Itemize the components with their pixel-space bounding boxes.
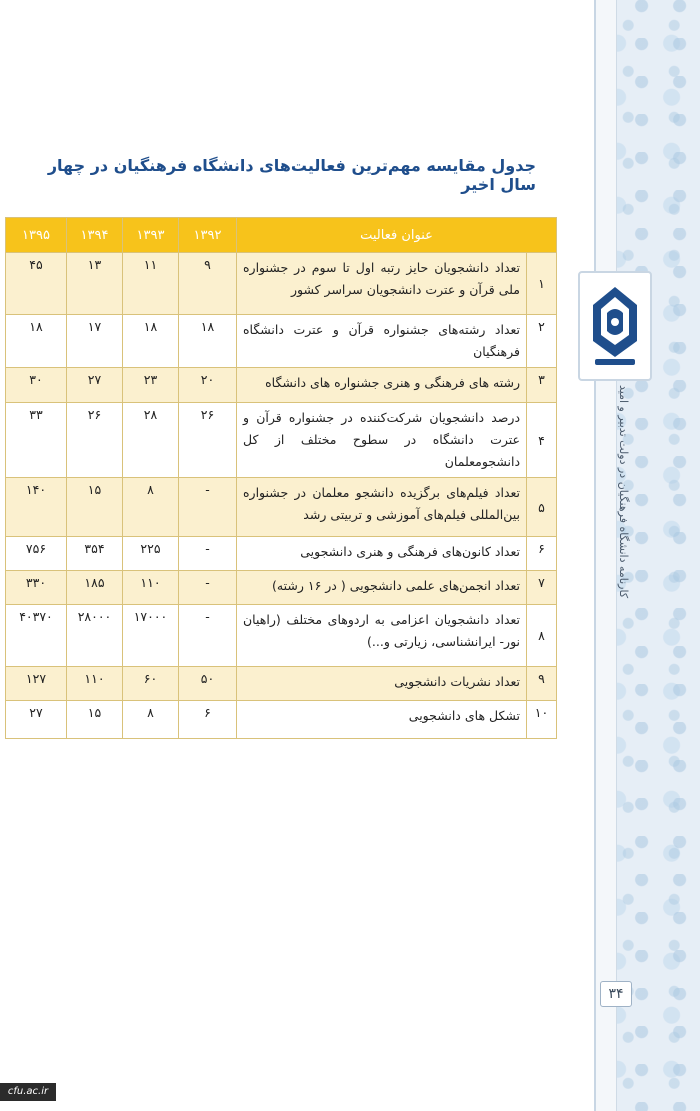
table-row [6,478,557,537]
row-value-1392: ۶ [179,701,237,739]
row-value-1395: ۳۳ [6,403,67,478]
row-number: ۷ [527,571,557,605]
row-value-1394: ۲۷ [67,368,123,403]
row-value-1395: ۳۰ [6,368,67,403]
row-value-1394: ۲۸۰۰۰ [67,605,123,667]
table-row [6,571,557,605]
footer-website-logo: cfu.ac.ir [0,1083,56,1101]
row-value-1395: ۷۵۶ [6,537,67,571]
row-value-1394: ۱۱۰ [67,667,123,701]
row-value-1392: ۵۰ [179,667,237,701]
row-value-1392: - [179,478,237,537]
row-value-1395: ۱۲۷ [6,667,67,701]
row-activity: تعداد دانشجویان حایز رتبه اول تا سوم در جشنواره ملی قرآن و عترت دانشجویان سراسر کشور [237,253,527,315]
header-1394: ۱۳۹۴ [67,218,123,253]
row-value-1393: ۱۱ [123,253,179,315]
row-value-1393: ۱۸ [123,315,179,368]
row-activity: تعداد انجمن‌های علمی دانشجویی ( در ۱۶ رشته) [237,571,527,605]
row-value-1392: ۱۸ [179,315,237,368]
row-value-1393: ۲۸ [123,403,179,478]
row-value-1395: ۱۸ [6,315,67,368]
row-number: ۶ [527,537,557,571]
table-row [6,605,557,667]
row-value-1393: ۸ [123,701,179,739]
activities-table [5,217,557,739]
row-number: ۸ [527,605,557,667]
row-number: ۲ [527,315,557,368]
row-value-1392: ۲۰ [179,368,237,403]
table-row [6,667,557,701]
row-value-1395: ۱۴۰ [6,478,67,537]
decorative-side-strip [594,0,700,1111]
row-activity: تشکل های دانشجویی [237,701,527,739]
header-1392: ۱۳۹۲ [179,218,237,253]
row-value-1394: ۱۳ [67,253,123,315]
row-value-1395: ۴۰۳۷۰ [6,605,67,667]
row-value-1395: ۳۳۰ [6,571,67,605]
table-row [6,315,557,368]
row-activity: تعداد دانشجویان اعزامی به اردوهای مختلف (راهیان نور- ایرانشناسی، زیارتی و...) [237,605,527,667]
row-value-1392: - [179,537,237,571]
table-row [6,368,557,403]
table-header-row [6,218,557,253]
row-value-1395: ۲۷ [6,701,67,739]
row-value-1394: ۳۵۴ [67,537,123,571]
row-value-1393: ۱۱۰ [123,571,179,605]
header-activity: عنوان فعالیت [237,218,557,253]
row-value-1392: - [179,605,237,667]
university-logo [578,271,652,381]
strip-border [596,0,617,1111]
row-value-1394: ۱۷ [67,315,123,368]
row-value-1393: ۲۳ [123,368,179,403]
page-title: جدول مقایسه مهم‌ترین فعالیت‌های دانشگاه فرهنگیان در چهار سال اخیر [47,156,536,194]
row-activity: درصد دانشجویان شرکت‌کننده در جشنواره قرآن و عترت دانشگاه در سطوح مختلف از کل دانشجومعلمان [237,403,527,478]
header-1395: ۱۳۹۵ [6,218,67,253]
row-value-1394: ۱۵ [67,701,123,739]
row-activity: تعداد رشته‌های جشنواره قرآن و عترت دانشگاه فرهنگیان [237,315,527,368]
row-value-1393: ۲۲۵ [123,537,179,571]
table-row [6,537,557,571]
header-1393: ۱۳۹۳ [123,218,179,253]
row-number: ۴ [527,403,557,478]
table-row [6,701,557,739]
row-value-1394: ۱۵ [67,478,123,537]
row-value-1393: ۱۷۰۰۰ [123,605,179,667]
row-value-1392: - [179,571,237,605]
row-number: ۵ [527,478,557,537]
row-value-1393: ۸ [123,478,179,537]
table-row [6,403,557,478]
row-value-1395: ۴۵ [6,253,67,315]
university-emblem-icon [587,281,643,371]
table-row [6,253,557,315]
row-value-1394: ۲۶ [67,403,123,478]
row-value-1393: ۶۰ [123,667,179,701]
side-caption: کارنامه دانشگاه فرهنگیان در دولت تدبیر و امید [617,385,630,599]
row-value-1392: ۹ [179,253,237,315]
row-value-1394: ۱۸۵ [67,571,123,605]
row-activity: تعداد کانون‌های فرهنگی و هنری دانشجویی [237,537,527,571]
row-number: ۹ [527,667,557,701]
row-activity: رشته های فرهنگی و هنری جشنواره های دانشگاه [237,368,527,403]
page-number: ۳۴ [600,981,632,1007]
row-number: ۱۰ [527,701,557,739]
row-number: ۱ [527,253,557,315]
row-activity: تعداد نشریات دانشجویی [237,667,527,701]
row-number: ۳ [527,368,557,403]
row-activity: تعداد فیلم‌های برگزیده دانشجو معلمان در جشنواره بین‌المللی فیلم‌های آموزشی و تربیتی رشد [237,478,527,537]
row-value-1392: ۲۶ [179,403,237,478]
